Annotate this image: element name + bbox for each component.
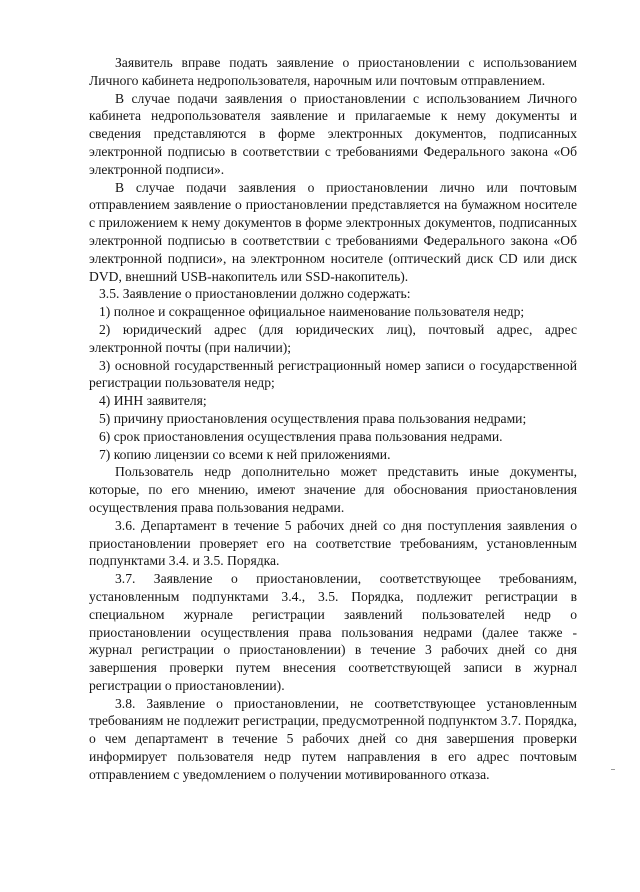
list-item-1: 1) полное и сокращенное официальное наименование пользователя недр; <box>99 304 525 320</box>
paragraph-paper-submission: В случае подачи заявления о приостановлении лично или почтовым отправлением заявление о приостановлении представляется на бумажном носителе с приложением к нему документов в форме электронных документов, подписанных электронной подписью в соответствии с требованиями Федерального закона «Об электронной подписи», на электронном носителе (оптический диск CD или диск DVD, внешний USB-накопитель или SSD-накопитель). <box>89 179 577 284</box>
document-body <box>89 54 577 784</box>
clause-3-5-heading: 3.5. Заявление о приостановлении должно содержать: <box>99 286 411 302</box>
list-item-7: 7) копию лицензии со всеми к ней приложениями. <box>99 446 391 462</box>
clause-3-8: 3.8. Заявление о приостановлении, не соответствующее установленным требованиям не подлежит регистрации, предусмотренной подпунктом 3.7. Порядка, о чем департамент в течение 5 рабочих дней со дня завершения проверки информирует пользователя недр путем направления в его адрес почтовым отправлением с уведомлением о получении мотивированного отказа. <box>89 695 577 782</box>
paragraph-personal-cabinet: В случае подачи заявления о приостановлении с использованием Личного кабинета недропользователя заявление и прилагаемые к нему документы и сведения представляются в форме электронных документов, подписанных электронной подписью в соответствии с требованиями Федерального закона «Об электронной подписи». <box>89 90 577 177</box>
clause-3-7: 3.7. Заявление о приостановлении, соответствующее требованиям, установленным подпунктами 3.4., 3.5. Порядка, подлежит регистрации в специальном журнале регистрации заявлений пользователей недр о приостановлении осуществления права пользования недрами (далее также - журнал регистрации о приостановлении) в течение 3 рабочих дней со дня завершения проверки путем внесения соответствующей записи в журнал регистрации о приостановлении). <box>89 571 577 693</box>
paragraph-filing-methods: Заявитель вправе подать заявление о приостановлении с использованием Личного кабинета недропользователя, нарочным или почтовым отправлением. <box>89 55 577 88</box>
list-item-2: 2) юридический адрес (для юридических лиц), почтовый адрес, адрес электронной почты (при наличии); <box>89 321 577 355</box>
clause-3-6: 3.6. Департамент в течение 5 рабочих дней со дня поступления заявления о приостановлении проверяет его на соответствие требованиям, установленным подпунктами 3.4. и 3.5. Порядка. <box>89 517 577 569</box>
list-item-5: 5) причину приостановления осуществления права пользования недрами; <box>99 410 527 426</box>
list-item-6: 6) срок приостановления осуществления права пользования недрами. <box>99 428 503 444</box>
list-item-3: 3) основной государственный регистрационный номер записи о государственной регистрации пользователя недр; <box>89 357 577 391</box>
list-item-4: 4) ИНН заявителя; <box>99 393 207 409</box>
margin-scan-mark <box>611 769 615 770</box>
paragraph-additional-documents: Пользователь недр дополнительно может представить иные документы, которые, по его мнению, имеют значение для обоснования приостановления осуществления права пользования недрами. <box>89 464 577 515</box>
